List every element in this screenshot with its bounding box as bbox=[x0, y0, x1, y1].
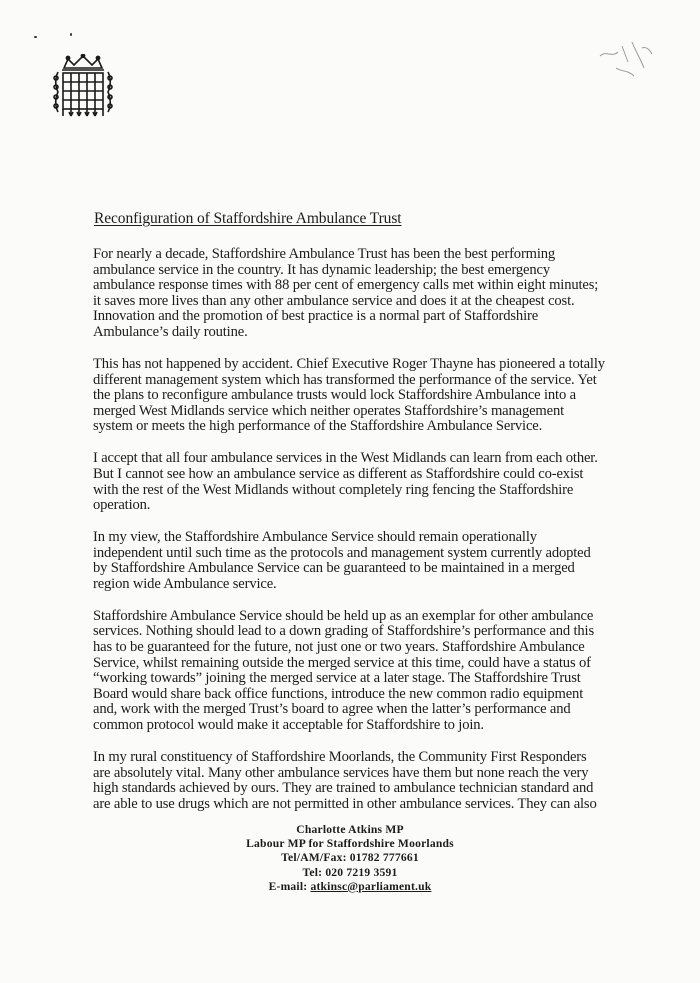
scan-speck bbox=[34, 36, 37, 38]
email-label: E-mail: bbox=[268, 879, 308, 893]
phone-line bbox=[0, 866, 700, 880]
email-line bbox=[0, 880, 700, 894]
mp-role: Labour MP for Staffordshire Moorlands bbox=[246, 837, 454, 851]
phone-fax-label: Tel/AM/Fax: bbox=[281, 851, 347, 865]
phone-label: Tel: bbox=[302, 865, 323, 879]
mp-name: Charlotte Atkins MP bbox=[296, 823, 404, 836]
phone-fax-line bbox=[0, 851, 700, 865]
letterhead-footer bbox=[0, 823, 700, 894]
email-link[interactable]: atkinsc@parliament.uk bbox=[310, 879, 432, 893]
letter-body bbox=[93, 247, 607, 829]
paragraph: This has not happened by accident. Chief Executive Roger Thayne has pioneered a totally different management system which has transformed the performance of the service. Yet the plans to reconfigure ambulance trusts would lock Staffordshire Ambulance into a merged West Midlands service which neither operates Staffordshire’s management system or meets the high performance of the Staffordshire Ambulance Service. bbox=[93, 355, 605, 435]
portcullis-crown-icon bbox=[52, 54, 114, 120]
paragraph: In my view, the Staffordshire Ambulance Service should remain operationally independent until such time as the protocols and management system currently adopted by Staffordshire Ambulance Service can be guaranteed to be maintained in a merged region wide Ambulance service. bbox=[93, 529, 591, 592]
paragraph: For nearly a decade, Staffordshire Ambulance Trust has been the best performing ambulance service in the country. It has dynamic leadership; the best emergency ambulance response times with 88 per cent of emergency calls met within eight minutes; it saves more lives than any other ambulance service and does it at the cheapest cost. Innovation and the promotion of best practice is a normal part of Staffordshire Ambulance’s daily routine. bbox=[93, 246, 599, 340]
paragraph: Staffordshire Ambulance Service should be held up as an exemplar for other ambulance services. Nothing should lead to a down grading of Staffordshire’s performance and this has to be guaranteed for the future, not just one or two years. Staffordshire Ambulance Service, whilst remaining outside the merged service at this time, could have a status of “working towards” joining the merged service at a later stage. The Staffordshire Trust Board would share back office functions, introduce the new common radio equipment and, work with the merged Trust’s board to agree when the latter’s performance and common protocol would make it acceptable for Staffordshire to join. bbox=[93, 607, 594, 733]
paragraph: In my rural constituency of Staffordshire Moorlands, the Community First Responders are absolutely vital. Many other ambulance services have them but none reach the very high standards achieved by ours. They are trained to ambulance technician standard and are able to use drugs which are not permitted in other ambulance services. They can also bbox=[93, 748, 597, 812]
scan-speck bbox=[70, 33, 72, 36]
letter-title: Reconfiguration of Staffordshire Ambulance Trust bbox=[94, 210, 402, 227]
paragraph: I accept that all four ambulance services in the West Midlands can learn from each other. But I cannot see how an ambulance service as different as Staffordshire could co-exist with the rest of the West Midlands without completely ring fencing the Staffordshire operation. bbox=[93, 450, 598, 514]
phone-number: 020 7219 3591 bbox=[325, 865, 398, 879]
phone-fax-number: 01782 777661 bbox=[349, 851, 419, 865]
handwritten-mark bbox=[592, 28, 662, 88]
